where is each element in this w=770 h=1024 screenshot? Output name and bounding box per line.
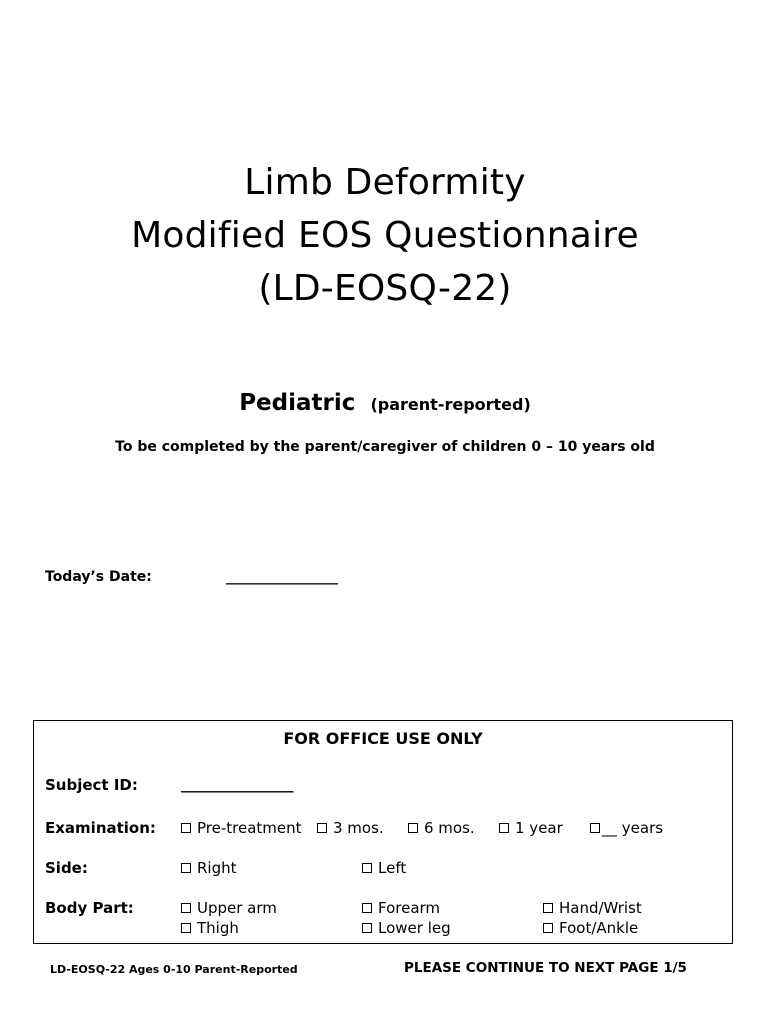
body-part-option-label: Hand/Wrist [559, 899, 642, 917]
body-part-option-label: Lower leg [378, 919, 451, 937]
body-part-label: Body Part: [45, 899, 134, 917]
side-option-left[interactable] [362, 859, 406, 877]
checkbox-icon[interactable] [362, 903, 372, 913]
body-part-option-label: Thigh [197, 919, 239, 937]
checkbox-icon[interactable] [362, 863, 372, 873]
office-use-box [33, 720, 733, 944]
body-part-option-lower-leg[interactable] [362, 919, 451, 937]
body-part-option-thigh[interactable] [181, 919, 239, 937]
exam-option-3-mos[interactable] [317, 819, 384, 837]
audience-line [0, 390, 770, 416]
exam-option-label: 3 mos. [333, 819, 384, 837]
checkbox-icon[interactable] [362, 923, 372, 933]
subject-id-field[interactable]: _______________ [181, 775, 294, 793]
checkbox-icon[interactable] [181, 823, 191, 833]
exam-option-pre-treatment[interactable] [181, 819, 302, 837]
audience-sub: (parent-reported) [370, 395, 531, 414]
footer-continue-notice: PLEASE CONTINUE TO NEXT PAGE 1/5 [404, 960, 687, 976]
side-option-label: Right [197, 859, 237, 877]
body-part-option-label: Foot/Ankle [559, 919, 639, 937]
title-line-3: (LD-EOSQ-22) [258, 268, 512, 309]
side-option-right[interactable] [181, 859, 237, 877]
exam-option-label: __ years [602, 819, 664, 837]
checkbox-icon[interactable] [590, 823, 600, 833]
body-part-option-label: Forearm [378, 899, 441, 917]
side-label: Side: [45, 859, 88, 877]
exam-option-years[interactable] [590, 819, 663, 837]
todays-date-label: Today’s Date: [45, 569, 152, 585]
checkbox-icon[interactable] [408, 823, 418, 833]
side-option-label: Left [378, 859, 407, 877]
exam-option-1-year[interactable] [499, 819, 563, 837]
checkbox-icon[interactable] [317, 823, 327, 833]
exam-option-label: 6 mos. [424, 819, 475, 837]
todays-date-field[interactable]: ________________ [226, 569, 338, 585]
footer-form-id: LD-EOSQ-22 Ages 0-10 Parent-Reported [50, 963, 298, 976]
exam-option-label: 1 year [515, 819, 563, 837]
body-part-option-forearm[interactable] [362, 899, 440, 917]
body-part-option-label: Upper arm [197, 899, 277, 917]
title-line-2: Modified EOS Questionnaire [131, 215, 639, 256]
checkbox-icon[interactable] [181, 863, 191, 873]
body-part-option-hand-wrist[interactable] [543, 899, 642, 917]
exam-option-label: Pre-treatment [197, 819, 302, 837]
checkbox-icon[interactable] [499, 823, 509, 833]
audience-main: Pediatric [239, 390, 356, 416]
document-title [0, 156, 770, 315]
checkbox-icon[interactable] [181, 903, 191, 913]
subject-id-label: Subject ID: [45, 776, 138, 794]
title-line-1: Limb Deformity [244, 162, 526, 203]
examination-label: Examination: [45, 819, 156, 837]
body-part-option-foot-ankle[interactable] [543, 919, 638, 937]
checkbox-icon[interactable] [543, 903, 553, 913]
checkbox-icon[interactable] [181, 923, 191, 933]
office-use-heading: FOR OFFICE USE ONLY [283, 729, 483, 748]
body-part-option-upper-arm[interactable] [181, 899, 277, 917]
instruction-text: To be completed by the parent/caregiver of children 0 – 10 years old [115, 439, 655, 455]
exam-option-6-mos[interactable] [408, 819, 475, 837]
checkbox-icon[interactable] [543, 923, 553, 933]
